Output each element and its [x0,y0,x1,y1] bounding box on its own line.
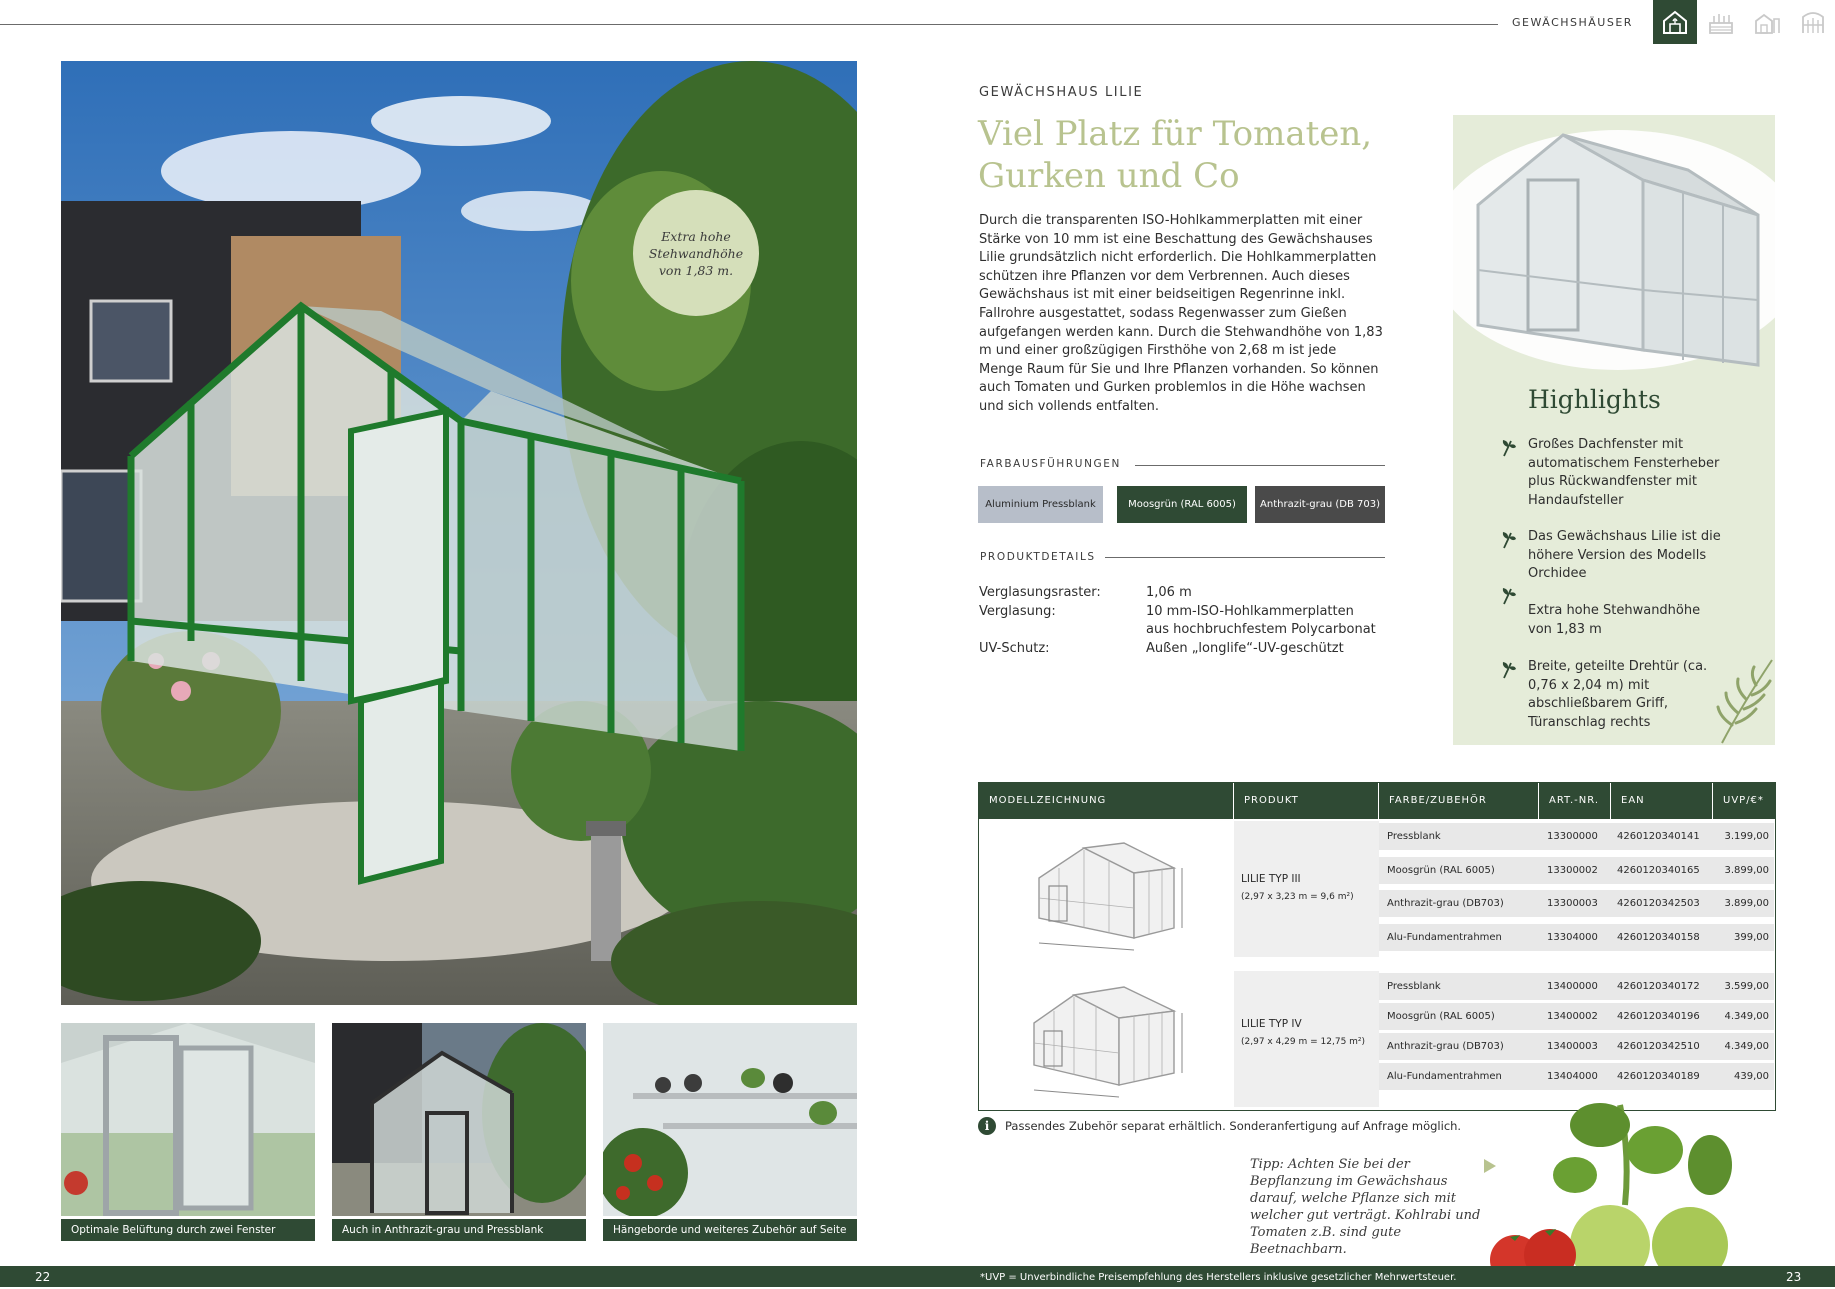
cell-art: 13300003 [1547,898,1598,909]
model-drawing-typ-iii [1024,828,1194,956]
highlight-item: Extra hohe Stehwandhöhe von 1,83 m [1528,603,1701,637]
caption-ventilation: Optimale Belüftung durch zwei Fenster [61,1219,315,1241]
price-footnote: *UVP = Unverbindliche Preisempfehlung des Herstellers inklusive gesetzlicher Mehrwertsteuer. [980,1272,1457,1283]
cell-uvp: 439,00 [1734,1071,1769,1082]
page-title: Viel Platz für Tomaten, Gurken und Co [978,114,1373,196]
highlight-item: Das Gewächshaus Lilie ist die höhere Version des Modells Orchidee [1528,529,1721,581]
accessory-note: Passendes Zubehör separat erhältlich. Sonderanfertigung auf Anfrage möglich. [1005,1119,1462,1133]
section-label: GEWÄCHSHÄUSER [1512,16,1633,29]
cell-ean: 4260120340172 [1617,981,1700,992]
th-uvp: UVP/€* [1713,783,1775,819]
color-chip-label: Moosgrün (RAL 6005) [1128,499,1236,510]
detail-row: Verglasung: 10 mm-ISO-Hohlkammerplatten [979,603,1354,619]
th-modellzeichnung: MODELLZEICHNUNG [979,783,1234,819]
cell-farbe: Moosgrün (RAL 6005) [1387,1011,1495,1022]
cell-uvp: 3.199,00 [1724,831,1769,842]
cell-ean: 4260120340196 [1617,1011,1700,1022]
cell-ean: 4260120340189 [1617,1071,1700,1082]
tool-shed-icon[interactable] [1745,0,1789,44]
color-chip-pressblank[interactable] [978,486,1103,523]
detail-row: UV-Schutz: Außen „longlife“-UV-geschützt [979,640,1344,656]
color-chip-anthrazit[interactable] [1255,486,1385,523]
cell-farbe: Alu-Fundamentrahmen [1387,1071,1502,1082]
cell-farbe: Pressblank [1387,981,1441,992]
color-chip-label: Anthrazit-grau (DB 703) [1260,499,1380,510]
cell-art: 13400003 [1547,1041,1598,1052]
th-artnr: ART.-NR. [1539,783,1611,819]
cell-ean: 4260120342503 [1617,898,1700,909]
cell-art: 13304000 [1547,932,1598,943]
cell-art: 13300002 [1547,865,1598,876]
cell-ean: 4260120340158 [1617,932,1700,943]
cell-uvp: 3.899,00 [1724,898,1769,909]
page-number-left: 22 [35,1270,51,1284]
product-size: (2,97 x 4,29 m = 12,75 m²) [1241,1037,1366,1047]
cell-farbe: Anthrazit-grau (DB703) [1387,898,1504,909]
vegetables-illustration [1480,1095,1740,1285]
cell-art: 13300000 [1547,831,1598,842]
cell-farbe: Pressblank [1387,831,1441,842]
leaf-bullet-icon [1500,585,1518,605]
product-details [979,584,1399,658]
greenhouse-icon[interactable] [1653,0,1697,44]
garden-gate-icon[interactable] [1791,0,1835,44]
th-produkt: PRODUKT [1234,783,1379,819]
page-number-right: 23 [1786,1270,1802,1284]
planting-tip: Tipp: Achten Sie bei der Bepflanzung im Gewächshaus darauf, welche Pflanze sich mit welcher gut verträgt. Kohlrabi und Tomaten z.B. sind gute Beetnachbarn. [1250,1157,1481,1257]
fern-illustration [1712,655,1782,745]
product-size: (2,97 x 3,23 m = 9,6 m²) [1241,892,1354,902]
colors-rule [1135,465,1385,466]
model-drawing-typ-iv [1024,973,1194,1101]
leaf-bullet-icon [1500,437,1518,457]
product-name: LILIE TYP III [1241,873,1301,885]
caption-shelves: Hängeborde und weiteres Zubehör auf Seite 69 [603,1219,857,1241]
thumb-photo-ventilation [61,1023,315,1216]
cell-ean: 4260120340141 [1617,831,1700,842]
color-chip-moosgruen[interactable] [1117,486,1247,523]
cell-uvp: 3.599,00 [1724,981,1769,992]
cell-uvp: 4.349,00 [1724,1011,1769,1022]
color-chip-label: Aluminium Pressblank [985,499,1096,510]
cell-ean: 4260120342510 [1617,1041,1700,1052]
cell-art: 13400002 [1547,1011,1598,1022]
height-badge: Extra hohe Stehwandhöhe von 1,83 m. [633,190,759,316]
top-rule [0,24,1498,25]
cell-farbe: Moosgrün (RAL 6005) [1387,865,1495,876]
highlight-item: Breite, geteilte Drehtür (ca. 0,76 x 2,04 m) mit abschließbarem Griff, Türanschlag rechts [1528,659,1708,730]
cell-uvp: 3.899,00 [1724,865,1769,876]
details-title: PRODUKTDETAILS [980,551,1096,563]
highlights-title: Highlights [1528,385,1661,414]
thumb-photo-anthracite [332,1023,586,1216]
leaf-bullet-icon [1500,659,1518,679]
cell-ean: 4260120340165 [1617,865,1700,876]
highlight-item: Großes Dachfenster mit automatischem Fensterheber plus Rückwandfenster mit Handaufsteller [1528,437,1720,508]
cell-uvp: 4.349,00 [1724,1041,1769,1052]
main-greenhouse-photo [61,61,857,1005]
detail-row: aus hochbruchfestem Polycarbonat [1146,622,1376,638]
footer-bar [0,1266,1835,1287]
product-kicker: GEWÄCHSHAUS LILIE [979,85,1144,100]
greenhouse-product-image [1428,120,1808,380]
th-ean: EAN [1611,783,1713,819]
leaf-bullet-icon [1500,529,1518,549]
cell-farbe: Alu-Fundamentrahmen [1387,932,1502,943]
cell-farbe: Anthrazit-grau (DB703) [1387,1041,1504,1052]
caption-anthracite: Auch in Anthrazit-grau und Pressblank erhältlich [332,1219,586,1241]
details-rule [1105,557,1385,558]
raised-bed-icon[interactable] [1699,0,1743,44]
cell-art: 13404000 [1547,1071,1598,1082]
detail-row: Verglasungsraster: 1,06 m [979,585,1192,600]
cell-uvp: 399,00 [1734,932,1769,943]
price-table [978,782,1776,1111]
product-description: Durch die transparenten ISO-Hohlkammerplatten mit einer Stärke von 10 mm ist eine Beschattung des Gewächshauses Lilie grundsätzlich nicht erforderlich. Die Hohlkammerplatten schützen ihre Pflanzen vor dem Verbrennen. Auch dieses Gewächshaus ist mit einer beidseitigen Regenrinne inkl. Fallrohre ausgestattet, sodass Regenwasser zum Gießen aufgefangen werden kann. Durch die Stehwandhöhe von 1,83 m und einer großzügigen Firsthöhe von 2,68 m ist jede Menge Raum für Sie und Ihre Pflanzen vorhanden. So können auch Tomaten und Gurken problemlos in die Höhe wachsen und sich vollends entfalten. [979,213,1383,414]
th-farbe: FARBE/ZUBEHÖR [1379,783,1539,819]
info-icon: i [978,1117,996,1135]
product-name: LILIE TYP IV [1241,1018,1302,1030]
colors-title: FARBAUSFÜHRUNGEN [980,458,1121,470]
cell-art: 13400000 [1547,981,1598,992]
thumb-photo-shelves [603,1023,857,1216]
